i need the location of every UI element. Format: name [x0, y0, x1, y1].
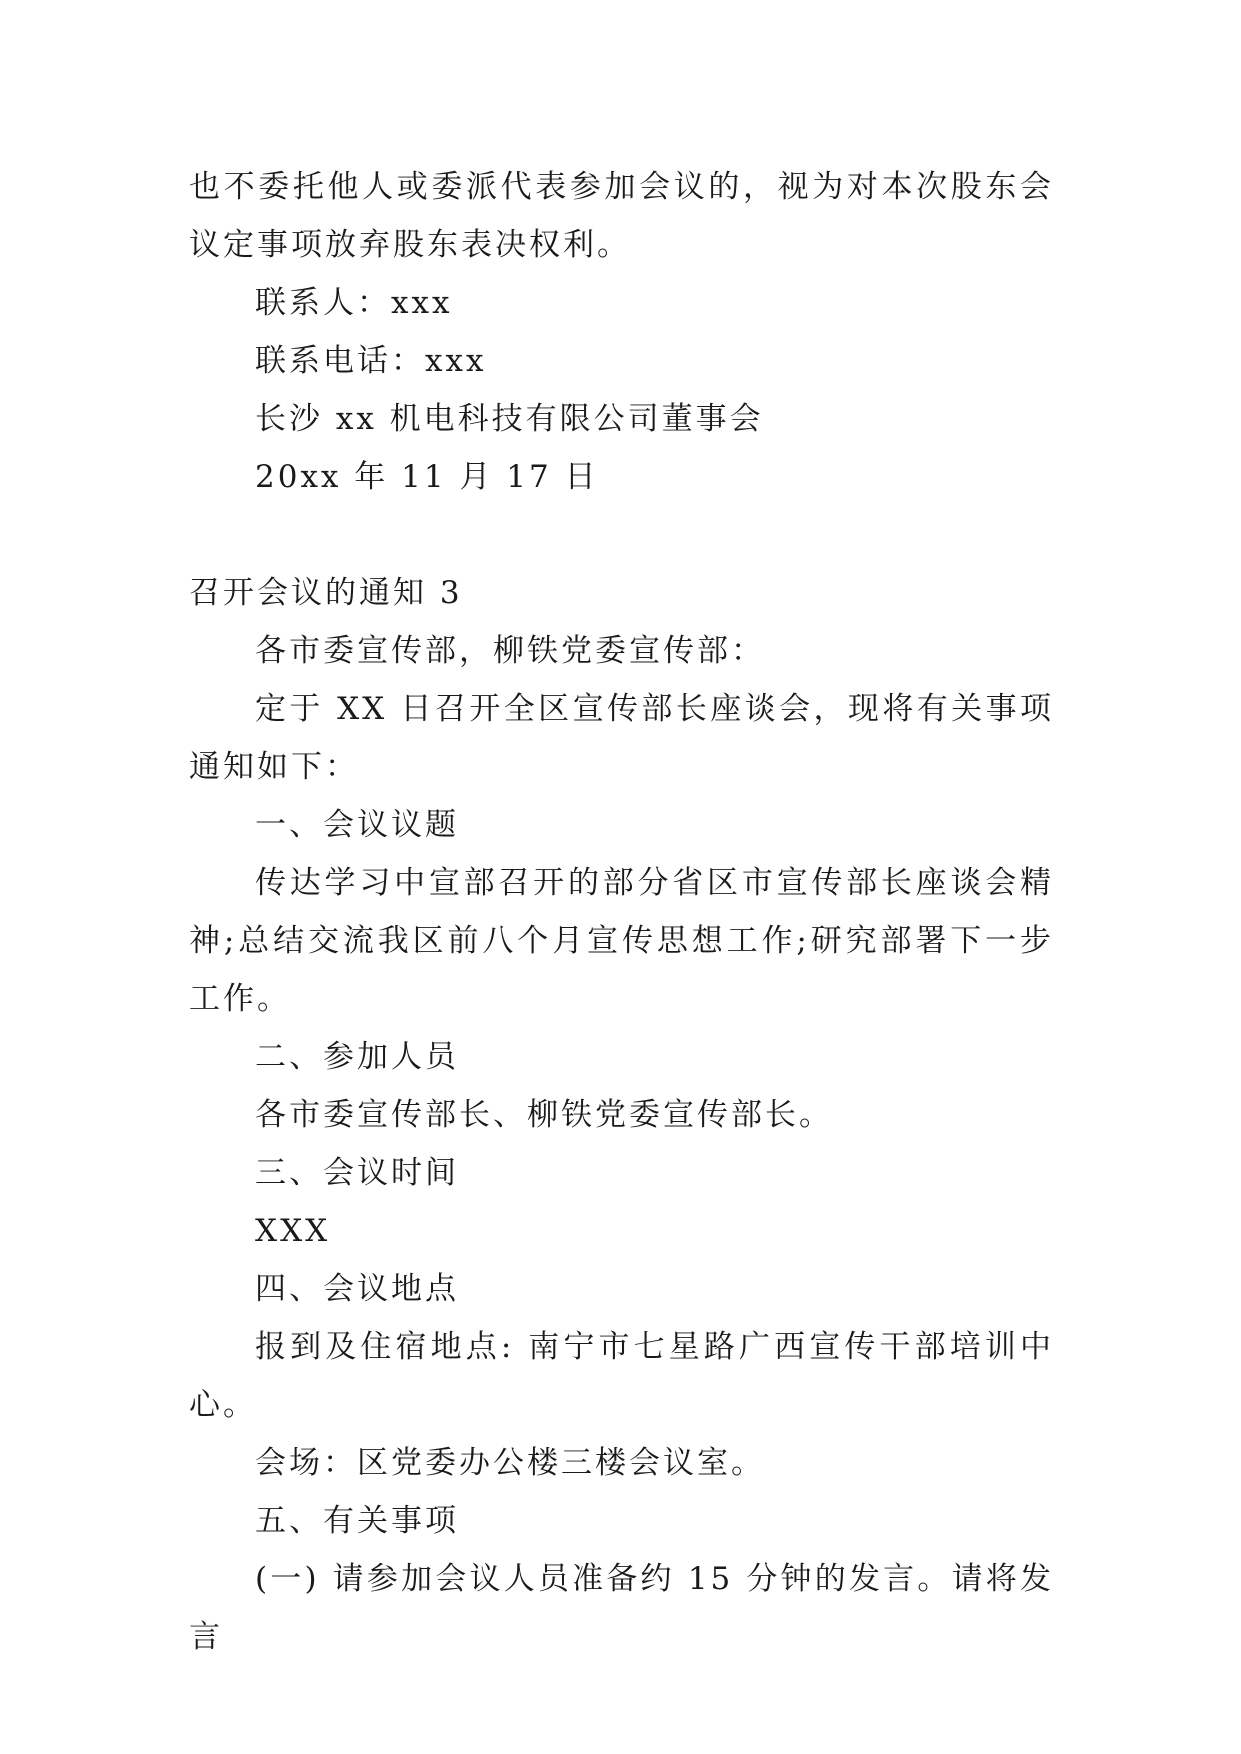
heading-time: 三、会议时间 — [255, 1155, 459, 1191]
section-title: 召开会议的通知 3 — [189, 575, 463, 611]
venue-location: 会场：区党委办公楼三楼会议室。 — [255, 1445, 765, 1481]
heading-location: 四、会议地点 — [255, 1271, 459, 1307]
lodging-location: 报到及住宿地点: 南宁市七星路广西宣传干部培训中心。 — [189, 1329, 1054, 1423]
matters-item-1: (一) 请参加会议人员准备约 15 分钟的发言。请将发言 — [189, 1561, 1054, 1655]
heading-agenda: 一、会议议题 — [255, 807, 459, 843]
paragraph-continuation: 也不委托他人或委派代表参加会议的，视为对本次股东会议定事项放弃股东表决权利。 — [189, 169, 1054, 263]
heading-participants: 二、参加人员 — [255, 1039, 459, 1075]
contact-phone: 联系电话：xxx — [255, 343, 487, 379]
addressee: 各市委宣传部，柳铁党委宣传部： — [255, 633, 765, 669]
heading-matters: 五、有关事项 — [255, 1503, 459, 1539]
notice-intro: 定于 XX 日召开全区宣传部长座谈会，现将有关事项通知如下： — [189, 691, 1054, 785]
participants-text: 各市委宣传部长、柳铁党委宣传部长。 — [255, 1097, 833, 1133]
section-gap — [189, 506, 1054, 564]
signature-organization: 长沙 xx 机电科技有限公司董事会 — [255, 401, 764, 437]
agenda-text: 传达学习中宣部召开的部分省区市宣传部长座谈会精神;总结交流我区前八个月宣传思想工作;研究部署下一步工作。 — [189, 865, 1054, 1017]
contact-person: 联系人：xxx — [255, 285, 453, 321]
time-text: XXX — [255, 1213, 331, 1249]
signature-date: 20xx 年 11 月 17 日 — [255, 459, 599, 495]
document-body — [189, 158, 1054, 1666]
